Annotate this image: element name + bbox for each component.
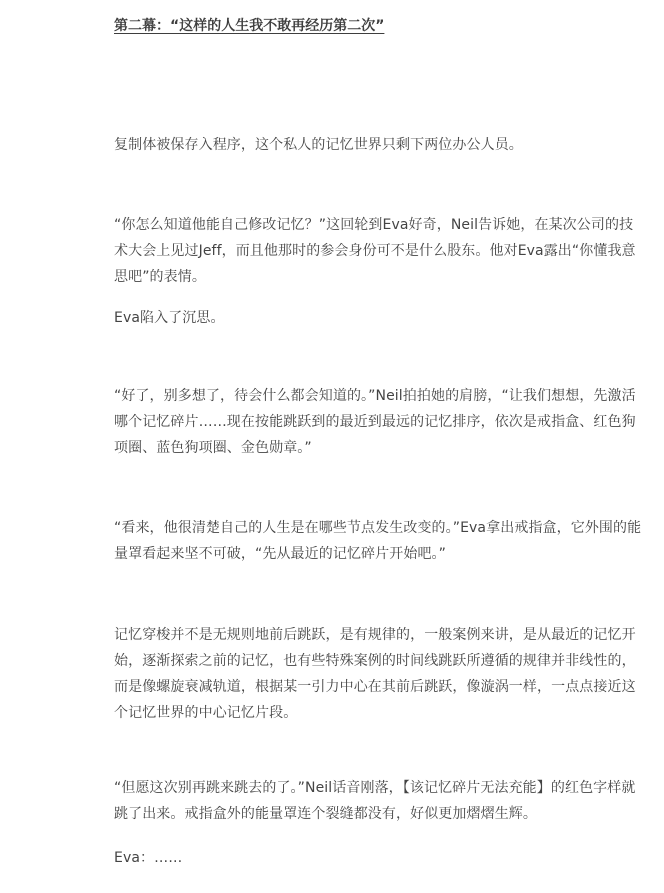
paragraph: “看来，他很清楚自己的人生是在哪些节点发生改变的。”Eva拿出戒指盒，它外围的能量罩看起来坚不可破，“先从最近的记忆碎片开始吧。” — [114, 520, 642, 562]
paragraph: Eva：…… — [114, 850, 183, 866]
section-heading: 第二幕：“这样的人生我不敢再经历第二次” — [114, 18, 385, 34]
paragraph: “好了，别多想了，待会什么都会知道的。”Neil拍拍她的肩膀，“让我们想想，先激活哪个记忆碎片……现在按能跳跃到的最近到最远的记忆排序，依次是戒指盒、红色狗项圈、蓝色狗项圈、金色勋章。” — [114, 388, 636, 456]
paragraph: “但愿这次别再跳来跳去的了。”Neil话音刚落，【该记忆碎片无法充能】的红色字样就跳了出来。戒指盒外的能量罩连个裂缝都没有，好似更加熠熠生辉。 — [114, 780, 636, 822]
paragraph: Eva陷入了沉思。 — [114, 310, 225, 326]
paragraph: “你怎么知道他能自己修改记忆？”这回轮到Eva好奇，Neil告诉她，在某次公司的技术大会上见过Jeff，而且他那时的参会身份可不是什么股东。他对Eva露出“你懂我意思吧”的表情。 — [114, 217, 636, 285]
paragraph: 复制体被保存入程序，这个私人的记忆世界只剩下两位办公人员。 — [114, 137, 523, 153]
paragraph: 记忆穿梭并不是无规则地前后跳跃，是有规律的，一般案例来讲，是从最近的记忆开始，逐渐探索之前的记忆，也有些特殊案例的时间线跳跃所遵循的规律并非线性的，而是像螺旋衰减轨道，根据某一引力中心在其前后跳跃，像漩涡一样，一点点接近这个记忆世界的中心记忆片段。 — [114, 627, 636, 721]
